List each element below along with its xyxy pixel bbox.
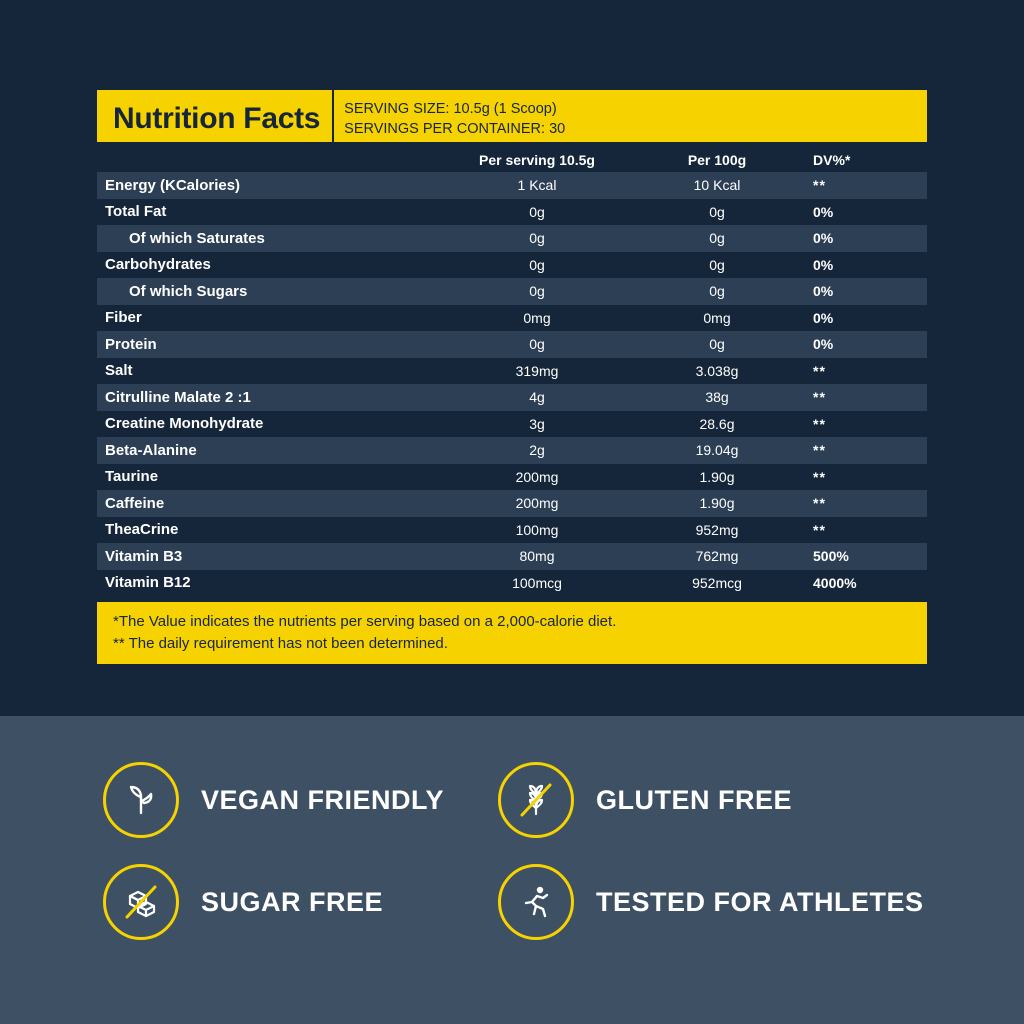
table-row [97, 358, 927, 385]
vegan-leaf-icon [103, 762, 179, 838]
row-per-serving: 4g [529, 389, 545, 406]
row-per-serving: 0g [529, 336, 545, 353]
servings-per-container-text: SERVINGS PER CONTAINER: 30 [344, 121, 566, 137]
row-nutrient-name: Total Fat [105, 203, 167, 221]
row-dv: ** [813, 442, 826, 459]
row-nutrient-name: Caffeine [105, 494, 165, 512]
table-row [97, 199, 927, 226]
table-row [97, 464, 927, 491]
row-nutrient-name: Fiber [105, 309, 142, 327]
badges-band [0, 716, 1024, 1024]
facts-header [97, 90, 927, 142]
row-per-100g: 3.038g [695, 362, 739, 379]
row-per-serving: 319mg [515, 362, 559, 379]
row-per-100g: 10 Kcal [693, 177, 741, 194]
row-per-serving: 200mg [515, 495, 559, 512]
row-dv: ** [813, 521, 826, 538]
row-dv: 0% [813, 309, 834, 326]
row-per-100g: 0g [709, 203, 725, 220]
row-nutrient-name: Of which Sugars [129, 282, 248, 300]
nutrition-facts-panel [97, 90, 927, 664]
table-row [97, 437, 927, 464]
row-per-serving: 0mg [523, 309, 551, 326]
gluten-free-icon [498, 762, 574, 838]
row-nutrient-name: Creatine Monohydrate [105, 415, 264, 433]
athlete-runner-icon [498, 864, 574, 940]
table-row [97, 411, 927, 438]
row-per-100g: 952mcg [692, 574, 742, 591]
row-per-100g: 28.6g [699, 415, 735, 432]
row-nutrient-name: Vitamin B12 [105, 574, 191, 592]
row-per-serving: 80mg [519, 548, 555, 565]
row-nutrient-name: Of which Saturates [129, 229, 265, 247]
column-header-per-serving: Per serving 10.5g [479, 152, 595, 168]
table-row [97, 225, 927, 252]
row-per-serving: 100mg [515, 521, 559, 538]
badge-label: GLUTEN FREE [596, 784, 793, 815]
row-per-100g: 0mg [703, 309, 731, 326]
row-per-100g: 952mg [695, 521, 739, 538]
row-dv: 0% [813, 256, 834, 273]
row-per-serving: 1 Kcal [517, 177, 557, 194]
row-per-100g: 1.90g [699, 468, 735, 485]
badge-gluten-free [498, 762, 792, 838]
page-title: Nutrition Facts [113, 102, 321, 135]
table-row [97, 278, 927, 305]
row-per-serving: 0g [529, 230, 545, 247]
row-nutrient-name: TheaCrine [105, 521, 179, 539]
table-row [97, 331, 927, 358]
row-dv: ** [813, 177, 826, 194]
row-dv: 0% [813, 336, 834, 353]
nutrition-table [97, 172, 927, 596]
row-dv: ** [813, 495, 826, 512]
row-per-serving: 0g [529, 283, 545, 300]
row-dv: 0% [813, 203, 834, 220]
row-per-100g: 0g [709, 283, 725, 300]
footnote-line-2: ** The daily requirement has not been determined. [113, 635, 448, 652]
row-per-serving: 0g [529, 203, 545, 220]
row-per-100g: 1.90g [699, 495, 735, 512]
table-row [97, 517, 927, 544]
table-row [97, 543, 927, 570]
row-per-serving: 200mg [515, 468, 559, 485]
badge-sugar-free [103, 864, 383, 940]
sugar-free-icon [103, 864, 179, 940]
table-row [97, 490, 927, 517]
row-dv: ** [813, 415, 826, 432]
badge-vegan-friendly [103, 762, 444, 838]
row-nutrient-name: Vitamin B3 [105, 547, 183, 565]
row-nutrient-name: Salt [105, 362, 133, 380]
footnote-block [97, 602, 927, 664]
row-per-serving: 100mcg [512, 574, 562, 591]
row-per-100g: 38g [705, 389, 729, 406]
row-nutrient-name: Citrulline Malate 2 :1 [105, 388, 251, 406]
table-row [97, 384, 927, 411]
row-per-100g: 0g [709, 336, 725, 353]
table-row [97, 172, 927, 199]
row-per-serving: 2g [529, 442, 545, 459]
table-row [97, 570, 927, 597]
badge-label: TESTED FOR ATHLETES [596, 886, 924, 917]
row-dv: ** [813, 468, 826, 485]
row-dv: 0% [813, 230, 834, 247]
serving-size-text: SERVING SIZE: 10.5g (1 Scoop) [344, 101, 557, 117]
row-per-serving: 0g [529, 256, 545, 273]
row-nutrient-name: Protein [105, 335, 157, 353]
row-per-100g: 0g [709, 230, 725, 247]
row-dv: ** [813, 362, 826, 379]
row-nutrient-name: Carbohydrates [105, 256, 211, 274]
row-dv: 500% [813, 548, 849, 565]
row-per-serving: 3g [529, 415, 545, 432]
serving-info [332, 90, 927, 142]
column-header-per-100g: Per 100g [687, 152, 747, 168]
table-row [97, 252, 927, 279]
row-per-100g: 762mg [695, 548, 739, 565]
badge-label: SUGAR FREE [201, 886, 384, 917]
row-nutrient-name: Beta-Alanine [105, 441, 197, 459]
badge-label: VEGAN FRIENDLY [201, 784, 445, 815]
row-nutrient-name: Taurine [105, 468, 159, 486]
footnote-line-1: *The Value indicates the nutrients per serving based on a 2,000-calorie diet. [113, 613, 617, 630]
badge-tested-for-athletes [498, 864, 924, 940]
table-column-headers [97, 142, 927, 172]
row-dv: 0% [813, 283, 834, 300]
column-header-dv: DV%* [813, 152, 851, 168]
row-dv: 4000% [813, 574, 857, 591]
table-row [97, 305, 927, 332]
row-per-100g: 19.04g [695, 442, 739, 459]
row-dv: ** [813, 389, 826, 406]
row-per-100g: 0g [709, 256, 725, 273]
row-nutrient-name: Energy (KCalories) [105, 176, 241, 194]
